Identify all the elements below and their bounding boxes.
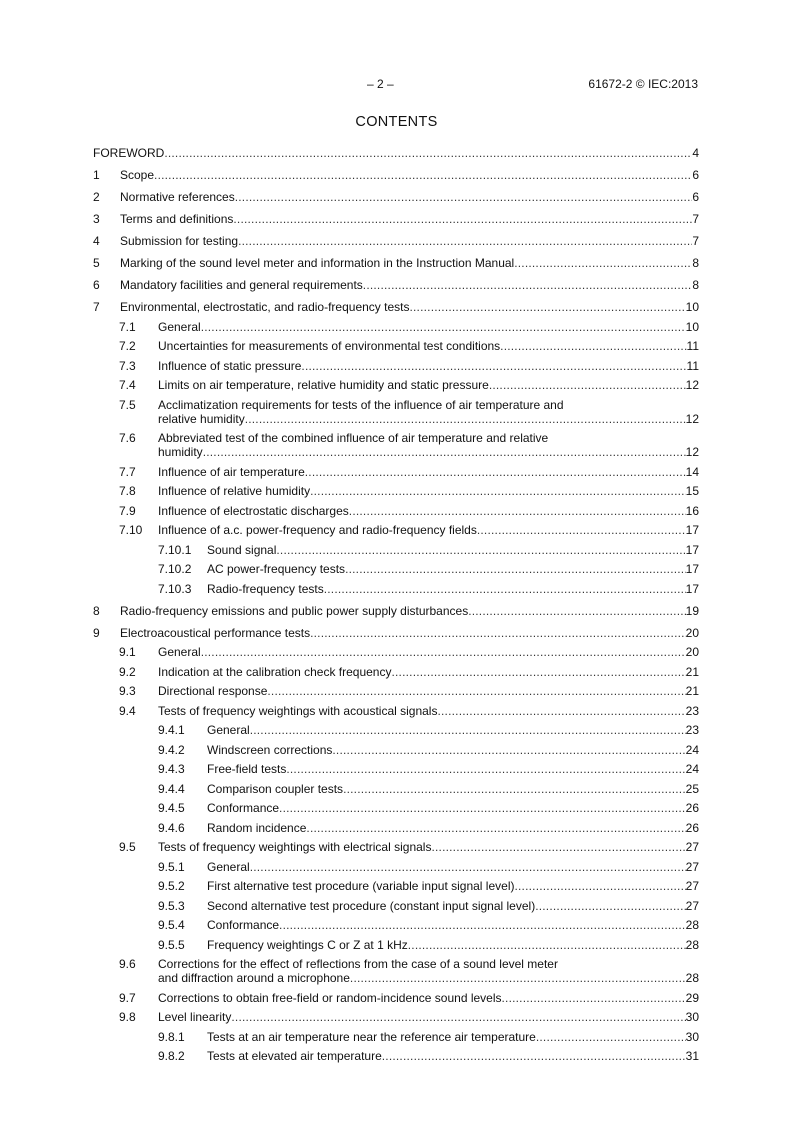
toc-entry-title: Limits on air temperature, relative humidity and static pressure xyxy=(158,378,489,392)
toc-entry-title: Corrections for the effect of reflections from the case of a sound level meter xyxy=(158,957,558,971)
toc-entry-title: Scope xyxy=(120,168,155,182)
toc-entry[interactable] xyxy=(93,684,699,698)
toc-entry-title: Level linearity xyxy=(158,1010,232,1024)
toc-page-number: 7 xyxy=(692,212,699,226)
toc-leader-dots xyxy=(235,190,693,204)
toc-leader-dots xyxy=(245,412,686,426)
toc-entry[interactable] xyxy=(93,879,699,893)
toc-leader-dots xyxy=(154,168,692,182)
toc-leader-dots xyxy=(382,1049,686,1063)
toc-page-number: 16 xyxy=(685,503,699,518)
toc-entry-title: Frequency weightings C or Z at 1 kHz xyxy=(207,937,408,952)
toc-page-number: 27 xyxy=(685,898,699,913)
toc-entry-title: FOREWORD xyxy=(93,146,165,160)
toc-entry-title: Comparison coupler tests xyxy=(207,781,344,796)
toc-entry-number: 7.10 xyxy=(119,523,143,537)
toc-leader-dots xyxy=(391,665,685,679)
toc-page-number: 4 xyxy=(692,146,699,160)
toc-entry-title: Tests at elevated air temperature xyxy=(207,1049,382,1063)
toc-entry-title: Uncertainties for measurements of environmental test conditions xyxy=(158,339,501,353)
toc-page-number: 27 xyxy=(685,840,699,854)
toc-entry[interactable] xyxy=(93,146,699,160)
toc-page-number: 24 xyxy=(685,742,699,757)
toc-leader-dots xyxy=(306,821,685,835)
toc-entry[interactable] xyxy=(93,782,699,796)
toc-leader-dots xyxy=(279,801,686,815)
toc-leader-dots xyxy=(535,899,685,913)
toc-entry[interactable] xyxy=(93,523,699,537)
toc-entry-title: Radio-frequency tests xyxy=(207,581,324,596)
toc-leader-dots xyxy=(238,234,692,248)
toc-page-number: 10 xyxy=(685,300,699,314)
toc-page-number: 8 xyxy=(692,256,699,270)
toc-entry-title: General xyxy=(158,645,201,659)
toc-entry-number: 7.5 xyxy=(119,397,136,412)
toc-page-number: 15 xyxy=(685,484,699,498)
toc-leader-dots xyxy=(477,523,686,537)
toc-entry[interactable] xyxy=(93,704,699,718)
toc-entry-title: Tests of frequency weightings with electrical signals xyxy=(158,840,432,854)
toc-entry-title: Influence of static pressure xyxy=(158,358,302,373)
toc-entry-number: 1 xyxy=(93,168,100,182)
toc-page-number: 27 xyxy=(685,859,699,874)
toc-leader-dots xyxy=(233,212,692,226)
toc-entry-number: 9.4.6 xyxy=(158,820,185,835)
toc-entry-number: 9.4.3 xyxy=(158,762,185,776)
toc-entry[interactable] xyxy=(93,840,699,854)
toc-entry-number: 9.8.1 xyxy=(158,1029,185,1044)
toc-leader-dots xyxy=(350,971,686,985)
toc-leader-dots xyxy=(349,504,686,518)
toc-entry-number: 7.10.2 xyxy=(158,562,192,576)
toc-leader-dots xyxy=(502,991,686,1005)
toc-leader-dots xyxy=(437,704,685,718)
toc-entry-title: First alternative test procedure (variable input signal level) xyxy=(207,879,515,893)
toc-entry-title: Acclimatization requirements for tests of the influence of air temperature and xyxy=(158,397,564,412)
toc-entry-title: Tests of frequency weightings with acoustical signals xyxy=(158,703,438,718)
toc-leader-dots xyxy=(310,484,686,498)
toc-entry-title: Second alternative test procedure (constant input signal level) xyxy=(207,898,536,913)
toc-entry-number: 9.4.1 xyxy=(158,723,185,737)
toc-leader-dots xyxy=(408,938,686,952)
toc-leader-dots xyxy=(305,465,686,479)
toc-page-number: 26 xyxy=(685,820,699,835)
toc-entry[interactable] xyxy=(93,645,699,659)
toc-entry-title: General xyxy=(207,859,250,874)
toc-entry-number: 9.4.2 xyxy=(158,742,185,757)
toc-leader-dots xyxy=(324,582,686,596)
toc-entry[interactable] xyxy=(93,278,699,292)
toc-entry-number: 7.10.3 xyxy=(158,581,192,596)
toc-entry-number: 7.7 xyxy=(119,464,136,479)
toc-entry-number: 9.5.5 xyxy=(158,937,185,952)
toc-leader-dots xyxy=(332,743,685,757)
toc-entry-title: Terms and definitions xyxy=(120,212,234,226)
toc-entry-number: 7.1 xyxy=(119,319,136,334)
toc-entry[interactable] xyxy=(93,938,699,952)
toc-entry[interactable] xyxy=(93,723,699,737)
toc-entry-title: Corrections to obtain free-field or random-incidence sound levels xyxy=(158,990,502,1005)
toc-page-number: 17 xyxy=(685,562,699,576)
toc-entry-title: Submission for testing xyxy=(120,234,239,248)
toc-entry-title: Influence of electrostatic discharges xyxy=(158,503,349,518)
toc-leader-dots xyxy=(536,1030,686,1044)
toc-entry-title: Influence of a.c. power-frequency and radio-frequency fields xyxy=(158,523,477,537)
toc-entry[interactable] xyxy=(93,665,699,679)
document-reference: 61672-2 © IEC:2013 xyxy=(588,77,698,91)
toc-entry[interactable] xyxy=(93,1030,699,1044)
toc-entry[interactable] xyxy=(93,743,699,757)
toc-entry[interactable] xyxy=(93,504,699,518)
toc-entry[interactable] xyxy=(93,484,699,498)
toc-entry[interactable] xyxy=(93,801,699,815)
toc-leader-dots xyxy=(276,543,685,557)
toc-entry-title: Abbreviated test of the combined influence of air temperature and relative xyxy=(158,431,549,445)
toc-entry[interactable] xyxy=(93,339,699,353)
toc-page-number: 21 xyxy=(685,684,699,698)
toc-entry[interactable] xyxy=(93,957,699,985)
toc-page-number: 7 xyxy=(692,234,699,248)
toc-entry-number: 7.8 xyxy=(119,484,136,498)
toc-entry-number: 5 xyxy=(93,256,100,270)
toc-entry-title: Normative references xyxy=(120,190,235,204)
toc-leader-dots xyxy=(201,320,686,334)
toc-leader-dots xyxy=(514,256,692,270)
toc-page-number: 17 xyxy=(685,523,699,537)
toc-leader-dots xyxy=(468,604,685,618)
toc-leader-dots xyxy=(250,860,686,874)
toc-page-number: 19 xyxy=(685,603,699,618)
toc-entry[interactable] xyxy=(93,1049,699,1063)
toc-page-number: 20 xyxy=(685,645,699,659)
toc-entry[interactable] xyxy=(93,543,699,557)
toc-entry-title: Environmental, electrostatic, and radio-frequency tests xyxy=(120,300,410,314)
toc-entry-number: 7.9 xyxy=(119,503,136,518)
toc-leader-dots xyxy=(431,840,685,854)
toc-page-number: 24 xyxy=(685,762,699,776)
toc-entry[interactable] xyxy=(93,320,699,334)
toc-entry-number: 9.7 xyxy=(119,990,136,1005)
toc-entry[interactable] xyxy=(93,465,699,479)
toc-entry-title: Directional response xyxy=(158,684,268,698)
toc-leader-dots xyxy=(489,378,686,392)
toc-entry-number: 9.4.5 xyxy=(158,801,185,815)
toc-page-number: 26 xyxy=(685,801,699,815)
toc-entry-number: 9.5.2 xyxy=(158,879,185,893)
toc-entry-number: 9.4.4 xyxy=(158,781,185,796)
toc-entry[interactable] xyxy=(93,190,699,204)
toc-page-number: 8 xyxy=(692,278,699,292)
toc-page-number: 6 xyxy=(692,190,699,204)
toc-entry-number: 9.5 xyxy=(119,840,136,854)
toc-entry-number: 7.6 xyxy=(119,431,136,445)
toc-entry-title: General xyxy=(158,319,201,334)
toc-entry-number: 7.3 xyxy=(119,358,136,373)
toc-leader-dots xyxy=(267,684,685,698)
toc-entry[interactable] xyxy=(93,604,699,618)
toc-entry[interactable] xyxy=(93,1010,699,1024)
toc-leader-dots xyxy=(514,879,685,893)
toc-page-number: 30 xyxy=(685,1029,699,1044)
toc-entry-number: 7.2 xyxy=(119,339,136,353)
toc-entry-title: Sound signal xyxy=(207,542,277,557)
toc-entry[interactable] xyxy=(93,234,699,248)
toc-entry-number: 9.8 xyxy=(119,1010,136,1024)
toc-entry[interactable] xyxy=(93,860,699,874)
toc-entry-number: 7.4 xyxy=(119,378,136,392)
toc-entry-title-continued: relative humidity xyxy=(158,411,245,426)
toc-entry-title: Indication at the calibration check frequency xyxy=(158,664,392,679)
toc-entry[interactable] xyxy=(93,899,699,913)
toc-entry-title: Tests at an air temperature near the reference air temperature xyxy=(207,1029,536,1044)
toc-entry[interactable] xyxy=(93,762,699,776)
toc-leader-dots xyxy=(409,300,685,314)
toc-entry-number: 4 xyxy=(93,234,100,248)
toc-entry-title-continued: and diffraction around a microphone xyxy=(158,971,350,985)
toc-page-number: 30 xyxy=(685,1010,699,1024)
toc-page-number: 31 xyxy=(685,1049,699,1063)
toc-page-number: 27 xyxy=(685,879,699,893)
toc-leader-dots xyxy=(203,445,686,459)
toc-entry[interactable] xyxy=(93,562,699,576)
toc-page-number: 23 xyxy=(685,723,699,737)
toc-page-number: 10 xyxy=(685,319,699,334)
toc-entry[interactable] xyxy=(93,256,699,270)
toc-page-number: 11 xyxy=(686,339,699,353)
toc-entry-number: 9.4 xyxy=(119,703,136,718)
toc-entry-number: 9.6 xyxy=(119,957,136,971)
toc-leader-dots xyxy=(250,723,686,737)
toc-entry-title: Influence of relative humidity xyxy=(158,484,311,498)
toc-entry-title: Marking of the sound level meter and information in the Instruction Manual xyxy=(120,256,515,270)
toc-entry-number: 9.5.1 xyxy=(158,859,185,874)
toc-entry-number: 8 xyxy=(93,603,100,618)
page-title: CONTENTS xyxy=(355,114,438,130)
toc-leader-dots xyxy=(343,782,686,796)
toc-page-number: 12 xyxy=(685,445,699,459)
toc-entry[interactable] xyxy=(93,431,699,459)
toc-entry-title: Influence of air temperature xyxy=(158,464,305,479)
toc-entry-number: 9.3 xyxy=(119,684,136,698)
toc-leader-dots xyxy=(310,626,686,640)
toc-page-number: 28 xyxy=(685,937,699,952)
toc-leader-dots xyxy=(363,278,693,292)
toc-entry-title: General xyxy=(207,723,250,737)
toc-entry[interactable] xyxy=(93,918,699,932)
toc-page-number: 12 xyxy=(685,411,699,426)
page-number: – 2 – xyxy=(367,77,394,91)
toc-entry-title: Radio-frequency emissions and public power supply disturbances xyxy=(120,603,469,618)
toc-leader-dots xyxy=(500,339,686,353)
toc-entry-title: Conformance xyxy=(207,918,280,932)
toc-leader-dots xyxy=(279,918,686,932)
toc-entry-number: 9.1 xyxy=(119,645,136,659)
toc-page-number: 28 xyxy=(685,971,699,985)
toc-entry-number: 2 xyxy=(93,190,100,204)
toc-page-number: 11 xyxy=(686,358,699,373)
toc-entry[interactable] xyxy=(93,212,699,226)
toc-entry[interactable] xyxy=(93,378,699,392)
toc-page-number: 25 xyxy=(685,781,699,796)
toc-leader-dots xyxy=(164,146,692,160)
toc-entry-title: Windscreen corrections xyxy=(207,742,333,757)
toc-leader-dots xyxy=(345,562,686,576)
toc-entry-number: 9.5.3 xyxy=(158,898,185,913)
toc-entry-title: Free-field tests xyxy=(207,762,287,776)
toc-page-number: 20 xyxy=(685,625,699,640)
toc-entry[interactable] xyxy=(93,991,699,1005)
toc-entry-title: Conformance xyxy=(207,801,280,815)
toc-entry-number: 9.5.4 xyxy=(158,918,185,932)
toc-entry[interactable] xyxy=(93,300,699,314)
toc-entry-number: 3 xyxy=(93,212,100,226)
toc-leader-dots xyxy=(301,359,686,373)
toc-entry-title: Mandatory facilities and general requirements xyxy=(120,278,363,292)
toc-leader-dots xyxy=(286,762,685,776)
toc-entry-number: 6 xyxy=(93,278,100,292)
toc-page-number: 21 xyxy=(685,664,699,679)
toc-entry[interactable] xyxy=(93,398,699,426)
toc-page-number: 29 xyxy=(685,990,699,1005)
toc-entry-number: 9.8.2 xyxy=(158,1049,185,1063)
toc-page-number: 14 xyxy=(685,464,699,479)
toc-page-number: 6 xyxy=(692,168,699,182)
toc-page-number: 12 xyxy=(685,378,699,392)
toc-entry[interactable] xyxy=(93,168,699,182)
toc-page-number: 17 xyxy=(685,581,699,596)
toc-page-number: 17 xyxy=(685,542,699,557)
toc-entry-title: AC power-frequency tests xyxy=(207,562,346,576)
toc-page-number: 23 xyxy=(685,703,699,718)
toc-entry[interactable] xyxy=(93,359,699,373)
toc-entry-number: 7.10.1 xyxy=(158,542,192,557)
table-of-contents xyxy=(93,142,699,1063)
toc-entry[interactable] xyxy=(93,582,699,596)
toc-page-number: 28 xyxy=(685,918,699,932)
toc-entry[interactable] xyxy=(93,821,699,835)
toc-entry-number: 9.2 xyxy=(119,664,136,679)
toc-leader-dots xyxy=(231,1010,685,1024)
toc-entry-number: 9 xyxy=(93,625,100,640)
toc-entry[interactable] xyxy=(93,626,699,640)
toc-entry-title: Electroacoustical performance tests xyxy=(120,625,311,640)
toc-entry-number: 7 xyxy=(93,300,100,314)
toc-leader-dots xyxy=(201,645,686,659)
toc-entry-title-continued: humidity xyxy=(158,445,203,459)
toc-entry-title: Random incidence xyxy=(207,820,307,835)
